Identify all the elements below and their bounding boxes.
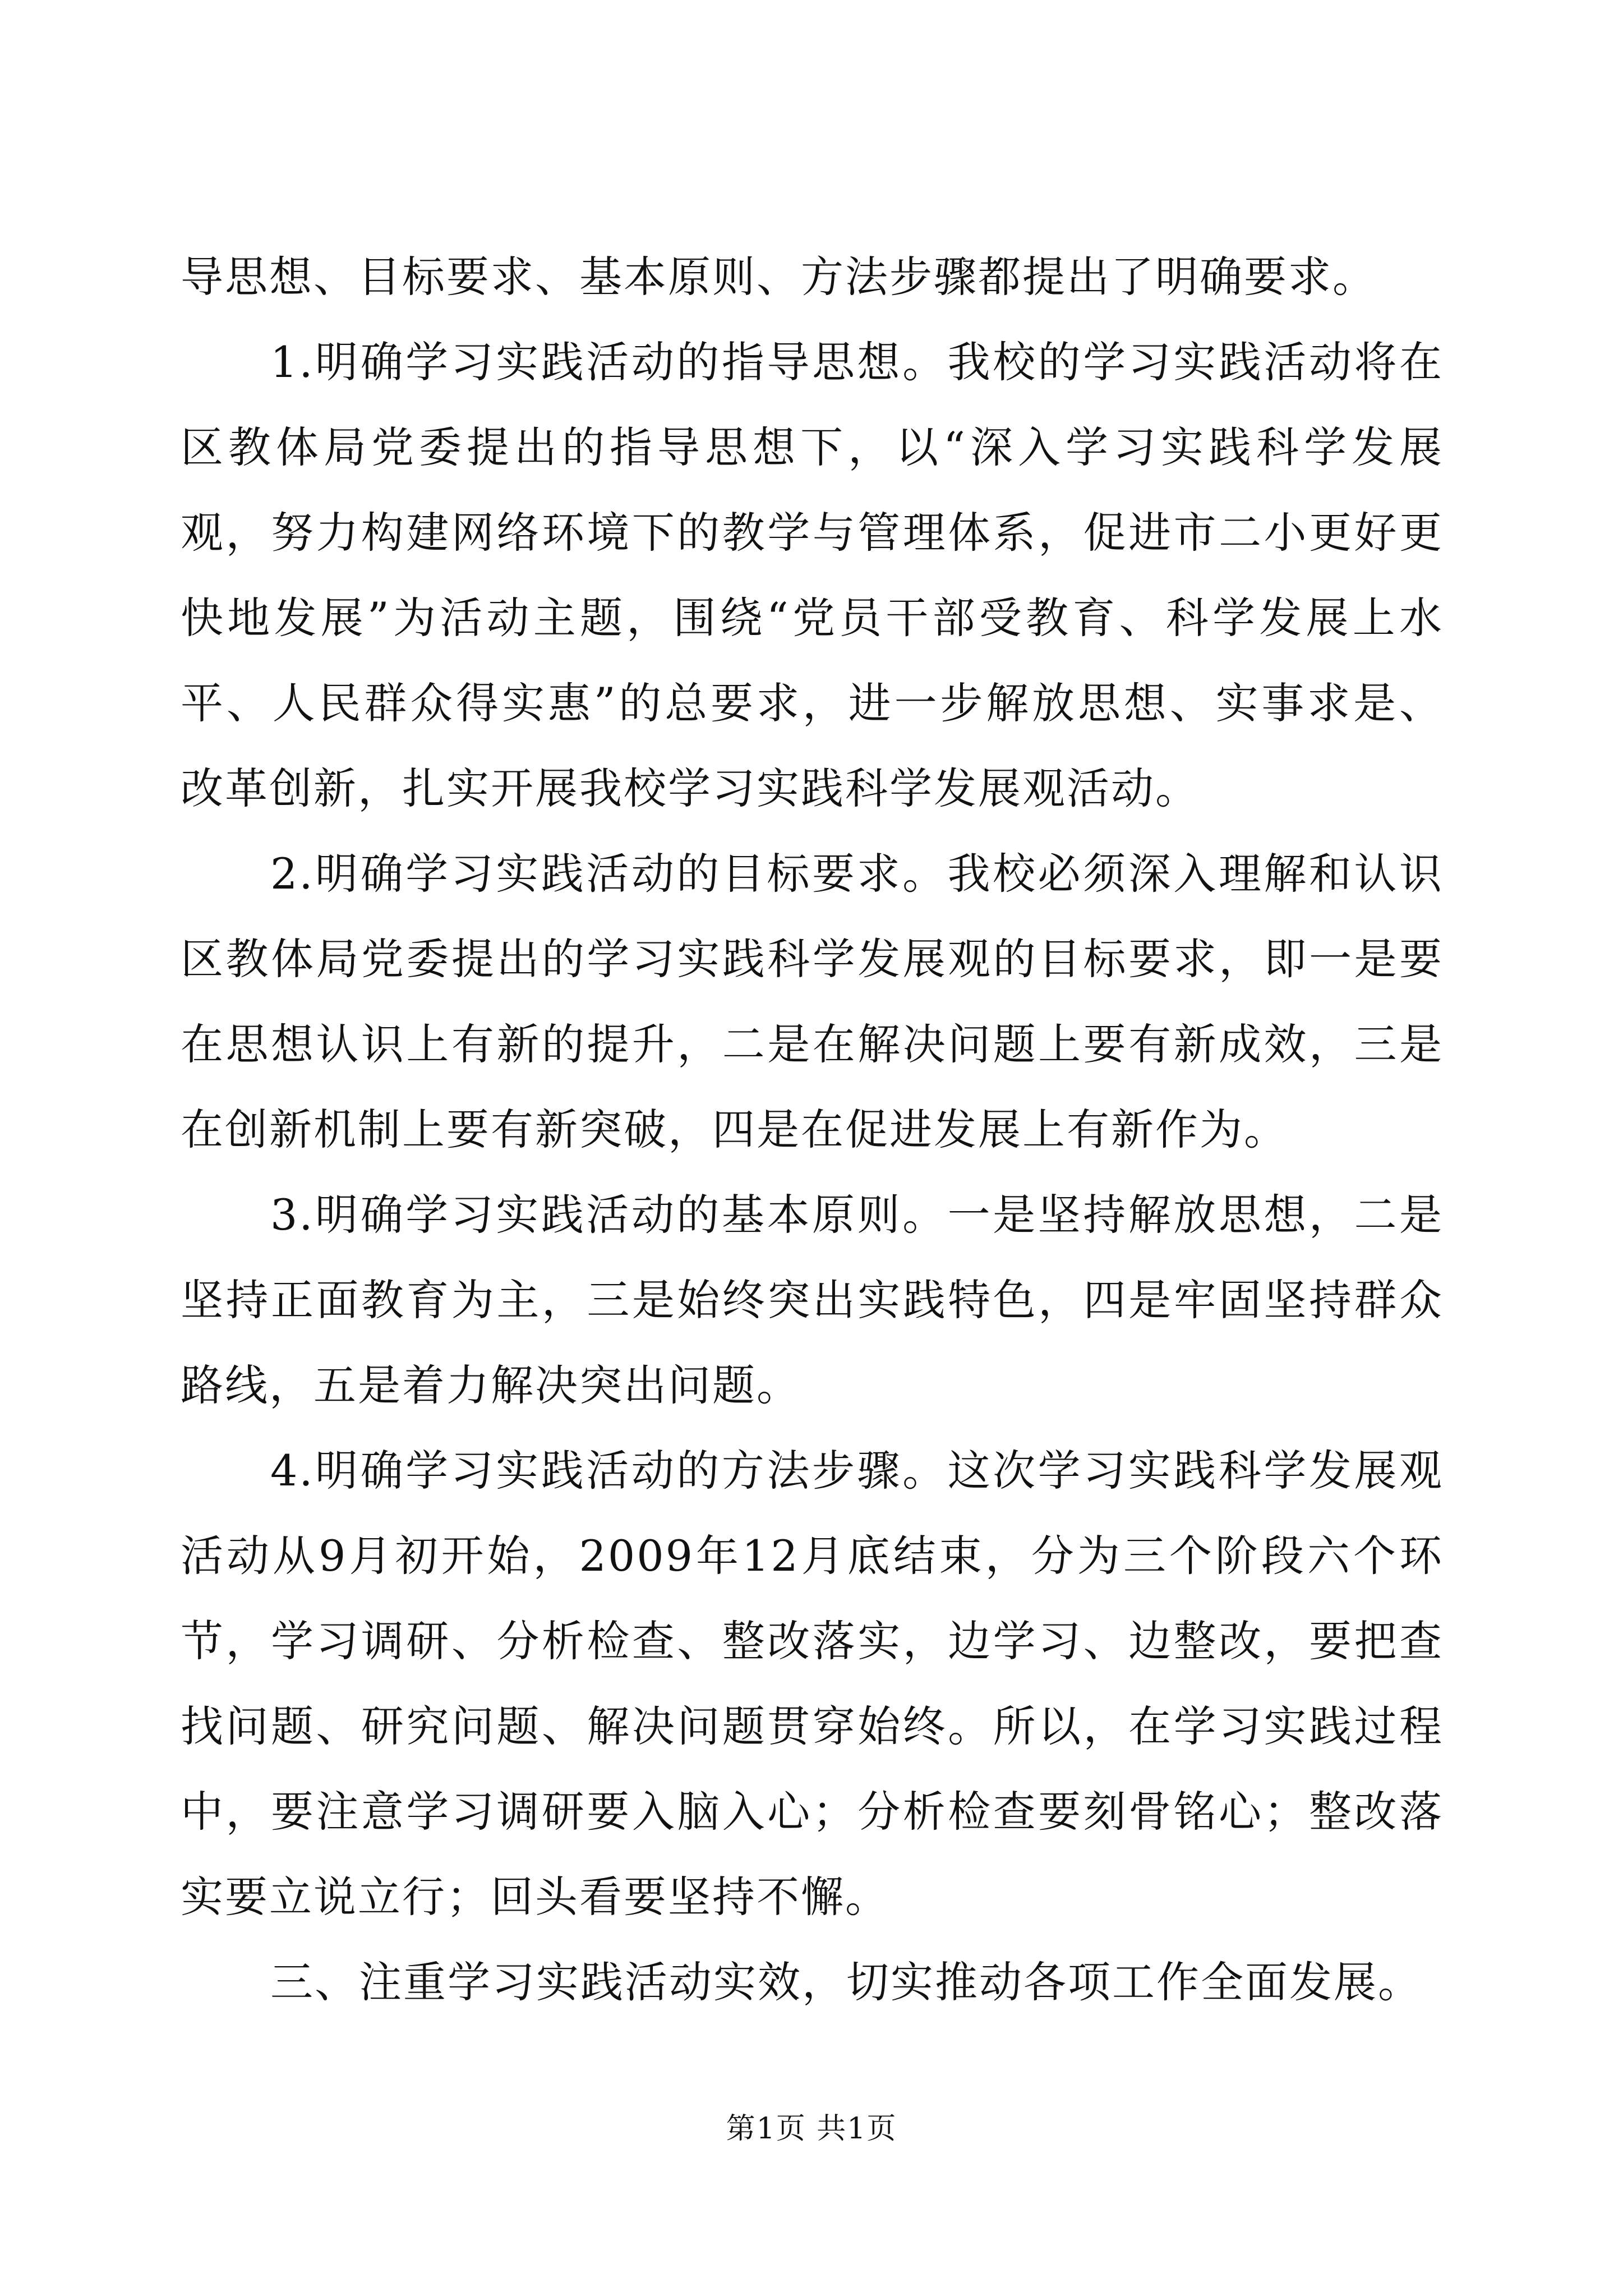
page-footer [0,2109,1623,2148]
paragraph-guiding-thought: 1.明确学习实践活动的指导思想。我校的学习实践活动将在区教体局党委提出的指导思想下，以“深入学习实践科学发展观，努力构建网络环境下的教学与管理体系，促进市二小更好更快地发展”为活动主题，围绕“党员干部受教育、科学发展上水平、人民群众得实惠”的总要求，进一步解放思想、实事求是、改革创新，扎实开展我校学习实践科学发展观活动。 [181,337,1444,813]
document-body [181,234,1444,2025]
paragraph-continuation: 导思想、目标要求、基本原则、方法步骤都提出了明确要求。 [181,252,1377,302]
paragraph-basic-principles: 3.明确学习实践活动的基本原则。一是坚持解放思想，二是坚持正面教育为主，三是始终突出实践特色，四是牢固坚持群众路线，五是着力解决突出问题。 [181,1190,1444,1410]
paragraph-goal-requirements: 2.明确学习实践活动的目标要求。我校必须深入理解和认识区教体局党委提出的学习实践科学发展观的目标要求，即一是要在思想认识上有新的提升，二是在解决问题上要有新成效，三是在创新机制上要有新突破，四是在促进发展上有新作为。 [181,849,1444,1154]
page-number: 第1页 共1页 [726,2112,897,2146]
section-heading-three: 三、注重学习实践活动实效，切实推动各项工作全面发展。 [270,1957,1422,2007]
paragraph-method-steps: 4.明确学习实践活动的方法步骤。这次学习实践科学发展观活动从9月初开始，2009年12月底结束，分为三个阶段六个环节，学习调研、分析检查、整改落实，边学习、边整改，要把查找问题、研究问题、解决问题贯穿始终。所以，在学习实践过程中，要注意学习调研要入脑入心；分析检查要刻骨铭心；整改落实要立说立行；回头看要坚持不懈。 [181,1446,1444,1922]
